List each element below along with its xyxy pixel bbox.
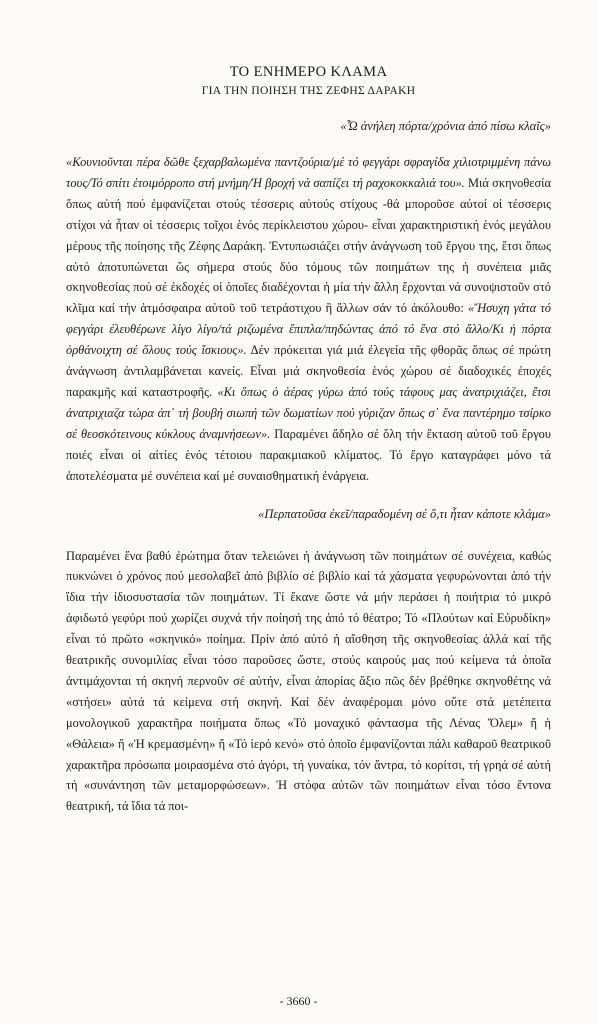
article-title: ΤΟ ΕΝΗΜΕΡΟ ΚΛΑΜΑ (229, 64, 388, 80)
text-segment: Παραμένει ἄδηλο σέ ὅλη τήν ἔκταση αὐτοῦ τοῦ ἔργου ποιές εἶναι οἱ αἰτίες ἑνός τέτοιου παρακμιακοῦ κλίματος. Τό ἔργο καταγράφει μόνο τά ἀποτελέσματα μέ συνέπεια καί μέ συναισθηματική ἐνάργεια. (66, 426, 552, 483)
paragraph-second: Παραμένει ἕνα βαθύ ἐρώτημα ὅταν τελειώνει ἡ ἀνάγνωση τῶν ποιημάτων σέ συνέχεια, καθώς πυκνώνει ὁ χρόνος πού μεσολαβεῖ ἀπό βιβλίο σέ βιβλίο καί τά χάσματα γεφυρώνονται ἀπό τήν ἴδια τήν ἰδιοσυστασία τῶν ποιημάτων. Τί ἔκανε ὥστε νά μήν περάσει ἡ ποιήτρια τό μικρό ἀφιδωτό γεφύρι πού χωρίζει συχνά τήν ποίησή της ἀπό τό θέατρο; Τό «Πλούτων καί Εὐρυδίκη» εἶναι τό πρῶτο «σκηνικό» ποίημα. Πρίν ἀπό αὐτό ἡ αἴσθηση τῆς σκηνοθεσίας ἀλλά καί τῆς θεατρικῆς συνομιλίας εἶναι τόσο παροῦσες ὥστε, στούς καιρούς μας πού κείμενα τά ὁποῖα ἀντιμάχονται τή σκηνή περνοῦν σέ αὐτήν, εἶναι ἀπορίας ἄξιο πῶς δέν βρέθηκε σκηνοθέτης νά «στήσει» αὐτά τά κείμενα στή σκηνή. Καί δέν ἀναφέρομαι μόνο οὔτε στά μετέπειτα μονολογικοῦ χαρακτῆρα ποιήματα ὅπως «Τό μοναχικό φάντασμα τῆς Λένας Ὄλεμ» ἤ ἡ «Θάλεια» ἤ «Ἡ κρεμασμένη» ἤ «Τό ἱερό κενό» στό ὁποῖο ἐμφανίζονται πάλι καθαροῦ θεατρικοῦ χαρακτῆρα πρόσωπα μοιρασμένα στό ἀγόρι, τή γυναίκα, τόν ἄντρα, τό κορίτσι, τή γρηά σέ αὐτή τή «συνάντηση τῶν μεταμορφώσεων». Ἡ στόφα αὐτῶν τῶν ποιημάτων εἶναι τόσο ἔντονα θεατρική, τά ἴδια τά ποι- (66, 548, 551, 814)
text-segment: Δέν πρόκειται γιά μιά ἐλεγεία τῆς φθορᾶς ὅπως σέ πρώτη ἀνάγνωση ἀντιλαμβάνεται κανείς. Εἶναι μιά σκηνοθεσία ἑνός χώρου σέ διαδοχικές ἐποχές παρακμῆς καί καταστροφῆς. (66, 343, 551, 399)
epigraph-first: «Ὦ ἀνήλεη πόρτα/χρόνια ἀπό πίσω κλαῖς» (340, 119, 551, 133)
page-number: - 3660 - (279, 994, 318, 1008)
quote-segment: «Ἥσυχη γάτα τό φεγγάρι ἐλευθέρωνε λίγο λίγο/τά ριζωμένα ἔπιπλα/πηδώντας ἀπό τό ἕνα στό ἄλλο/Κι ἡ πόρτα ὀρθάνοιχτη σέ ὅλους τούς ἴσκιους». (66, 301, 551, 358)
text-segment: Μιά σκηνοθεσία ὅπως αὐτή πού ἐμφανίζεται στούς τέσσερις αὐτούς στίχους -θά μποροῦσε αὐτοί οἱ τέσσερις στίχοι νά ἦταν οἱ τέσσερις τοῖχοι ἑνός περίκλειστου χώρου- εἶναι χαρακτηριστική ἑνός μεγάλου μέρους τῆς ποίησης τῆς Ζέφης Δαράκη. Ἐντυπωσιάζει στήν ἀνάγνωση τοῦ ἔργου της, ἔτσι ὅπως αὐτό ἀποτυπώνεται ὥς σήμερα στούς δύο τόμους τῶν ποιημάτων της ἡ συνέπεια μιᾶς σκηνοθεσίας πού σέ ἐκδοχές οἱ ὁποῖες διαδέχονται ἡ μία τήν ἄλλη ἔρχονται νά συνοψιστοῦν στό κλῖμα καί τήν ἀτμόσφαιρα αὐτοῦ τοῦ τετράστιχου ἢ ἄλλων σάν τό ἀκόλουθο: (66, 175, 551, 316)
paragraph-first (66, 152, 551, 487)
article-subtitle: ΓΙΑ ΤΗΝ ΠΟΙΗΣΗ ΤΗΣ ΖΕΦΗΣ ΔΑΡΑΚΗ (201, 85, 416, 97)
epigraph-second: «Περπατοῦσα ἐκεῖ/παραδομένη σέ ὅ,τι ἦταν κάποτε κλάμα» (258, 506, 551, 521)
quote-segment: «Κουνιοῦνται πέρα δῶθε ξεχαρβαλωμένα παντζούρια/μέ τό φεγγάρι σφραγίδα χιλιοτριμμένη πάνω τους/Τό σπίτι ἑτοιμόρροπο στή μνήμη/Ἡ βροχή νά σαπίζει τή ραχοκοκκαλιά του». (66, 155, 551, 190)
quote-segment: «Κι ὅπως ὁ ἀέρας γύρω ἀπό τούς τάφους μας ἀνατριχιάζει, ἔτσι ἀνατριχιαζα τώρα ἀπ᾿ τή βουβή σιωπή τῶν δωματίων πού γύριζαν ὅπως σ᾿ ἕνα παντέρημο τσίρκο σέ θεοσκότεινους κύκλους ἀναμνήσεων». (66, 384, 551, 441)
